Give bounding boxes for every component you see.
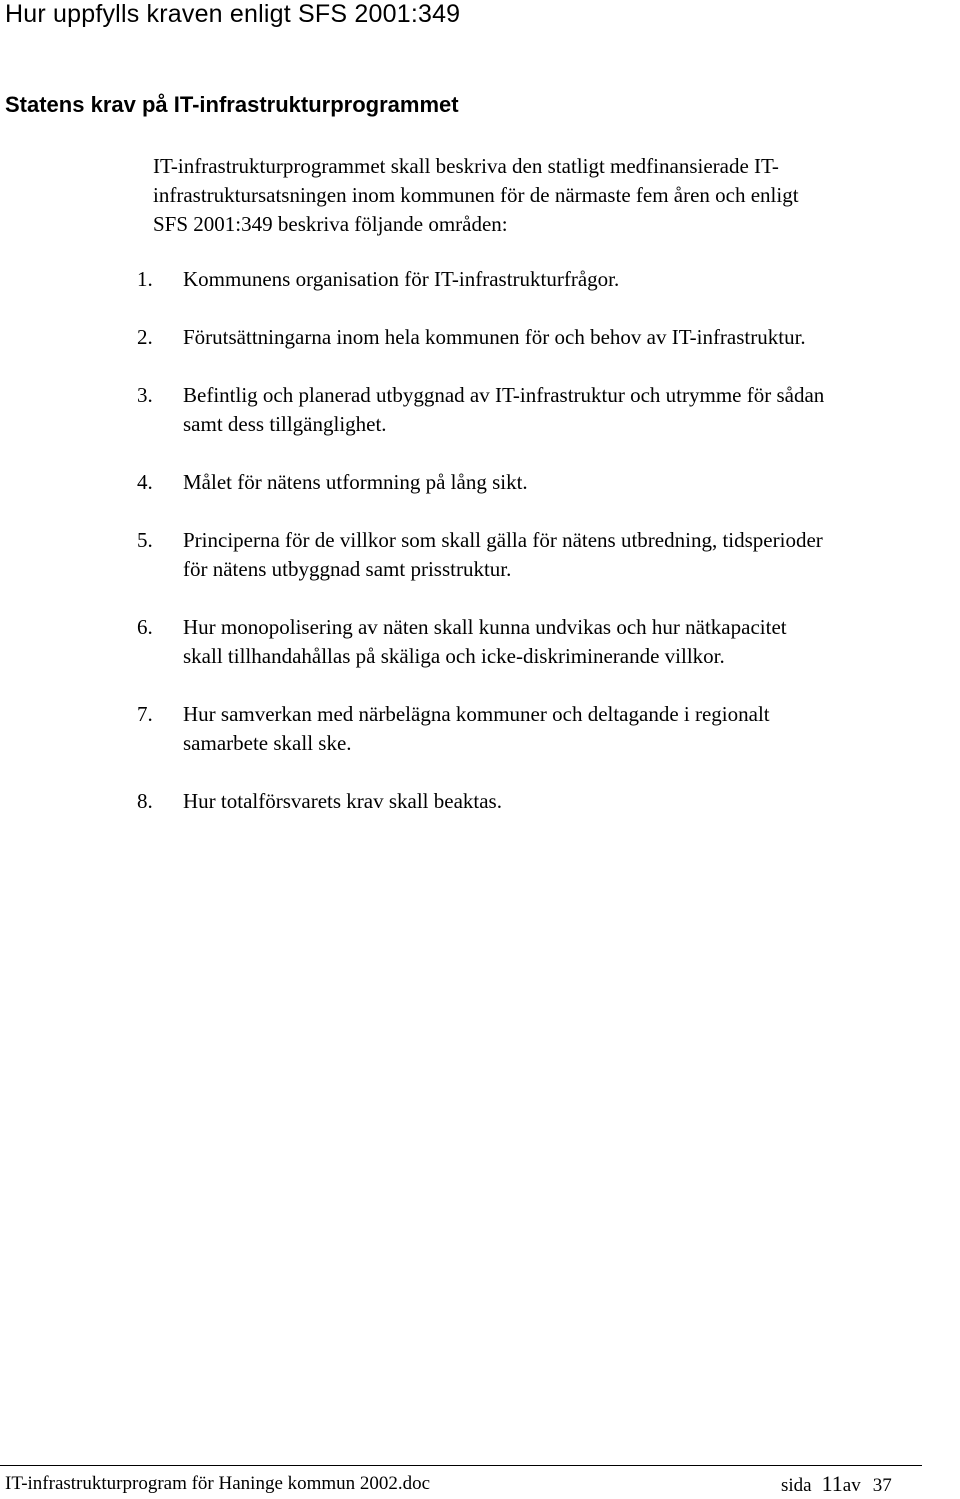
list-item-number: 6. (137, 615, 153, 639)
footer-page-number: 11 (821, 1471, 843, 1496)
list-item (137, 381, 960, 439)
list-item-text (183, 381, 960, 439)
list-item-number: 7. (137, 702, 153, 726)
list-item (137, 323, 960, 352)
list-item-line: Befintlig och planerad utbyggnad av IT-infrastruktur och utrymme för sådan (183, 383, 825, 407)
list-item-number: 1. (137, 267, 153, 291)
list-item-text (183, 468, 960, 497)
list-item (137, 265, 960, 294)
list-item-number: 8. (137, 789, 153, 813)
list-item (137, 700, 960, 758)
list-item-line: Principerna för de villkor som skall gälla för nätens utbredning, tidsperioder (183, 528, 823, 552)
list-item-line: Hur samverkan med närbelägna kommuner och deltagande i regionalt (183, 702, 770, 726)
footer-document-name: IT-infrastrukturprogram för Haninge kommun 2002.doc (5, 1473, 431, 1494)
footer-divider (0, 1465, 922, 1466)
requirements-list (137, 265, 960, 845)
list-item (137, 526, 960, 584)
document-title: Hur uppfylls kraven enligt SFS 2001:349 (5, 0, 461, 28)
intro-line: SFS 2001:349 beskriva följande områden: (153, 212, 508, 236)
list-item-line: samarbete skall ske. (183, 731, 352, 755)
list-item-text (183, 613, 960, 671)
list-item-line: samt dess tillgänglighet. (183, 412, 387, 436)
footer-page-total: 37 (872, 1475, 892, 1496)
list-item (137, 787, 960, 816)
footer-page-label: sida (781, 1475, 812, 1496)
intro-line: IT-infrastrukturprogrammet skall beskriva den statligt medfinansierade IT- (153, 154, 779, 178)
list-item-line: för nätens utbyggnad samt prisstruktur. (183, 557, 512, 581)
list-item-line: Förutsättningarna inom hela kommunen för och behov av IT-infrastruktur. (183, 325, 806, 349)
list-item-line: Hur totalförsvarets krav skall beaktas. (183, 789, 502, 813)
list-item-text (183, 265, 960, 294)
list-item (137, 468, 960, 497)
list-item-number: 4. (137, 470, 153, 494)
footer-page-indicator (781, 1471, 892, 1497)
intro-line: infrastruktursatsningen inom kommunen för de närmaste fem åren och enligt (153, 183, 799, 207)
list-item-text (183, 323, 960, 352)
section-heading: Statens krav på IT-infrastrukturprogrammet (5, 92, 459, 117)
list-item-number: 5. (137, 528, 153, 552)
list-item-text (183, 526, 960, 584)
intro-paragraph (153, 152, 943, 239)
list-item-line: skall tillhandahållas på skäliga och icke-diskriminerande villkor. (183, 644, 725, 668)
list-item-text (183, 700, 960, 758)
list-item-number: 3. (137, 383, 153, 407)
list-item (137, 613, 960, 671)
list-item-line: Kommunens organisation för IT-infrastrukturfrågor. (183, 267, 620, 291)
list-item-text (183, 787, 960, 816)
list-item-line: Hur monopolisering av näten skall kunna undvikas och hur nätkapacitet (183, 615, 787, 639)
footer-of-label: av (842, 1475, 861, 1496)
list-item-number: 2. (137, 325, 153, 349)
list-item-line: Målet för nätens utformning på lång sikt. (183, 470, 528, 494)
